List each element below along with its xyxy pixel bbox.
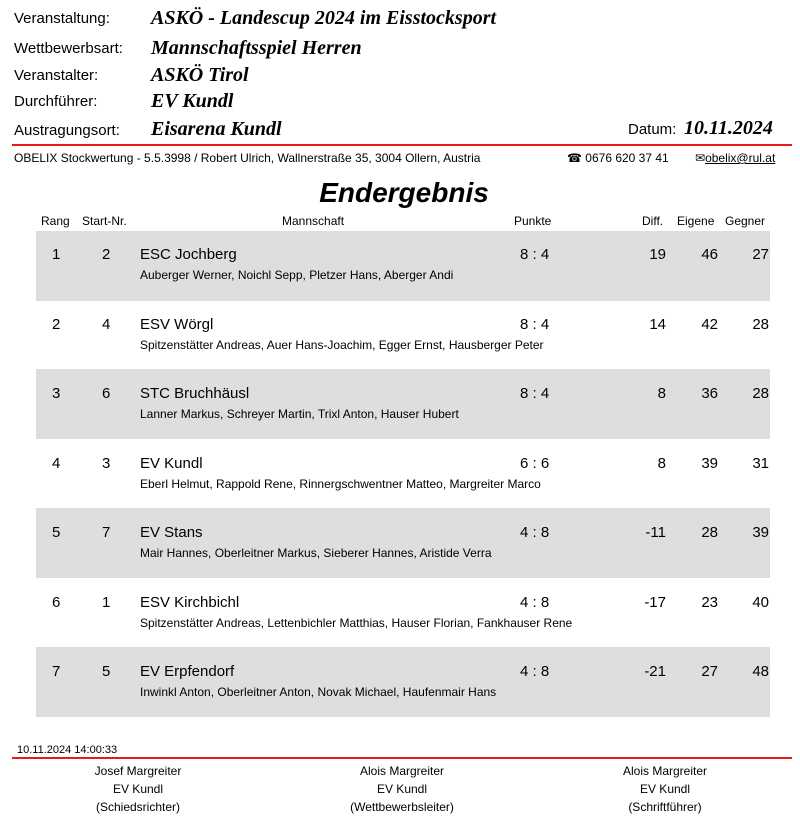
team-cell: EV Stans [140, 524, 203, 541]
points-cell: 8 : 4 [520, 246, 550, 263]
members-cell: Mair Hannes, Oberleitner Markus, Sieberer Hannes, Aristide Verra [140, 546, 492, 560]
start-cell: 1 [102, 594, 111, 611]
envelope-icon: ✉ [695, 151, 706, 165]
signature-role: (Schiedsrichter) [95, 800, 181, 814]
email-contact[interactable] [695, 151, 775, 165]
table-row [36, 647, 770, 717]
team-cell: ESV Kirchbichl [140, 594, 240, 611]
signature-secretary [565, 762, 765, 816]
diff-cell: -17 [644, 594, 666, 611]
members-cell: Inwinkl Anton, Oberleitner Anton, Novak Michael, Haufenmair Hans [140, 685, 497, 699]
rang-cell: 1 [52, 246, 61, 263]
members-cell: Spitzenstätter Andreas, Lettenbichler Matthias, Hauser Florian, Fankhauser Rene [140, 616, 573, 630]
signature-club: EV Kundl [112, 782, 164, 796]
col-points: Punkte [514, 214, 552, 228]
rang-cell: 2 [52, 316, 61, 333]
col-diff: Diff. [642, 214, 664, 228]
members-cell: Spitzenstätter Andreas, Auer Hans-Joachim, Egger Ernst, Hausberger Peter [140, 338, 544, 352]
diff-cell: 8 [657, 455, 666, 472]
table-row [36, 369, 770, 439]
venue-value: Eisarena Kundl [151, 118, 282, 140]
points-cell: 4 : 8 [520, 524, 550, 541]
team-cell: EV Erpfendorf [140, 663, 235, 680]
own-cell: 28 [701, 524, 718, 541]
organizer-value: ASKÖ Tirol [151, 64, 249, 86]
points-cell: 4 : 8 [520, 663, 550, 680]
date-value: 10.11.2024 [684, 117, 773, 139]
host-value: EV Kundl [151, 90, 234, 112]
table-row [36, 508, 770, 578]
opp-cell: 27 [752, 246, 769, 263]
signature-competition-lead [302, 762, 502, 816]
own-cell: 46 [701, 246, 718, 263]
members-cell: Eberl Helmut, Rappold Rene, Rinnergschwentner Matteo, Margreiter Marco [140, 477, 541, 491]
points-cell: 8 : 4 [520, 385, 550, 402]
email-link[interactable]: obelix@rul.at [705, 151, 776, 165]
own-cell: 27 [701, 663, 718, 680]
page-title: Endergebnis [319, 177, 489, 208]
opp-cell: 28 [752, 385, 769, 402]
rang-cell: 3 [52, 385, 61, 402]
competition-value: Mannschaftsspiel Herren [151, 37, 362, 59]
col-opp: Gegner [725, 214, 766, 228]
col-team: Mannschaft [282, 214, 345, 228]
team-cell: STC Bruchhäusl [140, 385, 250, 402]
rang-cell: 7 [52, 663, 61, 680]
opp-cell: 48 [752, 663, 769, 680]
own-cell: 23 [701, 594, 718, 611]
points-cell: 8 : 4 [520, 316, 550, 333]
signature-referee [38, 762, 238, 816]
start-cell: 6 [102, 385, 111, 402]
start-cell: 4 [102, 316, 111, 333]
own-cell: 42 [701, 316, 718, 333]
team-cell: EV Kundl [140, 455, 203, 472]
table-row [36, 439, 770, 509]
opp-cell: 40 [752, 594, 769, 611]
diff-cell: 19 [649, 246, 666, 263]
phone-number: 0676 620 37 41 [585, 151, 669, 165]
start-cell: 3 [102, 455, 111, 472]
rang-cell: 6 [52, 594, 61, 611]
date-label: Datum: [628, 121, 677, 138]
members-cell: Lanner Markus, Schreyer Martin, Trixl Anton, Hauser Hubert [140, 407, 459, 421]
points-cell: 4 : 8 [520, 594, 550, 611]
diff-cell: -21 [644, 663, 666, 680]
phone-contact [567, 151, 669, 165]
rang-cell: 4 [52, 455, 61, 472]
points-cell: 6 : 6 [520, 455, 550, 472]
host-label: Durchführer: [14, 93, 98, 110]
phone-icon: ☎ [567, 151, 582, 165]
timestamp: 10.11.2024 14:00:33 [17, 744, 118, 756]
own-cell: 39 [701, 455, 718, 472]
signature-club: EV Kundl [639, 782, 691, 796]
members-cell: Auberger Werner, Noichl Sepp, Pletzer Hans, Aberger Andi [140, 268, 454, 282]
event-value: ASKÖ - Landescup 2024 im Eisstocksport [151, 7, 497, 29]
table-row [36, 231, 770, 301]
opp-cell: 28 [752, 316, 769, 333]
event-label: Veranstaltung: [14, 10, 110, 27]
opp-cell: 39 [752, 524, 769, 541]
diff-cell: 8 [657, 385, 666, 402]
start-cell: 7 [102, 524, 111, 541]
start-cell: 5 [102, 663, 111, 680]
start-cell: 2 [102, 246, 111, 263]
signature-name: Alois Margreiter [359, 764, 445, 778]
signature-role: (Wettbewerbsleiter) [350, 800, 454, 814]
table-row [36, 300, 770, 370]
signature-name: Alois Margreiter [622, 764, 708, 778]
col-rang: Rang [41, 214, 70, 228]
venue-label: Austragungsort: [14, 122, 120, 139]
diff-cell: -11 [645, 524, 666, 541]
organizer-label: Veranstalter: [14, 67, 99, 84]
diff-cell: 14 [649, 316, 666, 333]
footer-divider [12, 757, 792, 759]
signature-role: (Schriftführer) [628, 800, 702, 814]
software-info: OBELIX Stockwertung - 5.5.3998 / Robert Ulrich, Wallnerstraße 35, 3004 Ollern, Austria [14, 151, 481, 165]
header-divider [12, 144, 792, 146]
signature-club: EV Kundl [376, 782, 428, 796]
col-start: Start-Nr. [82, 214, 127, 228]
col-own: Eigene [677, 214, 715, 228]
own-cell: 36 [701, 385, 718, 402]
signature-name: Josef Margreiter [94, 764, 182, 778]
team-cell: ESC Jochberg [140, 246, 237, 263]
team-cell: ESV Wörgl [140, 316, 214, 333]
competition-label: Wettbewerbsart: [14, 40, 123, 57]
table-row [36, 578, 770, 648]
rang-cell: 5 [52, 524, 61, 541]
opp-cell: 31 [752, 455, 769, 472]
